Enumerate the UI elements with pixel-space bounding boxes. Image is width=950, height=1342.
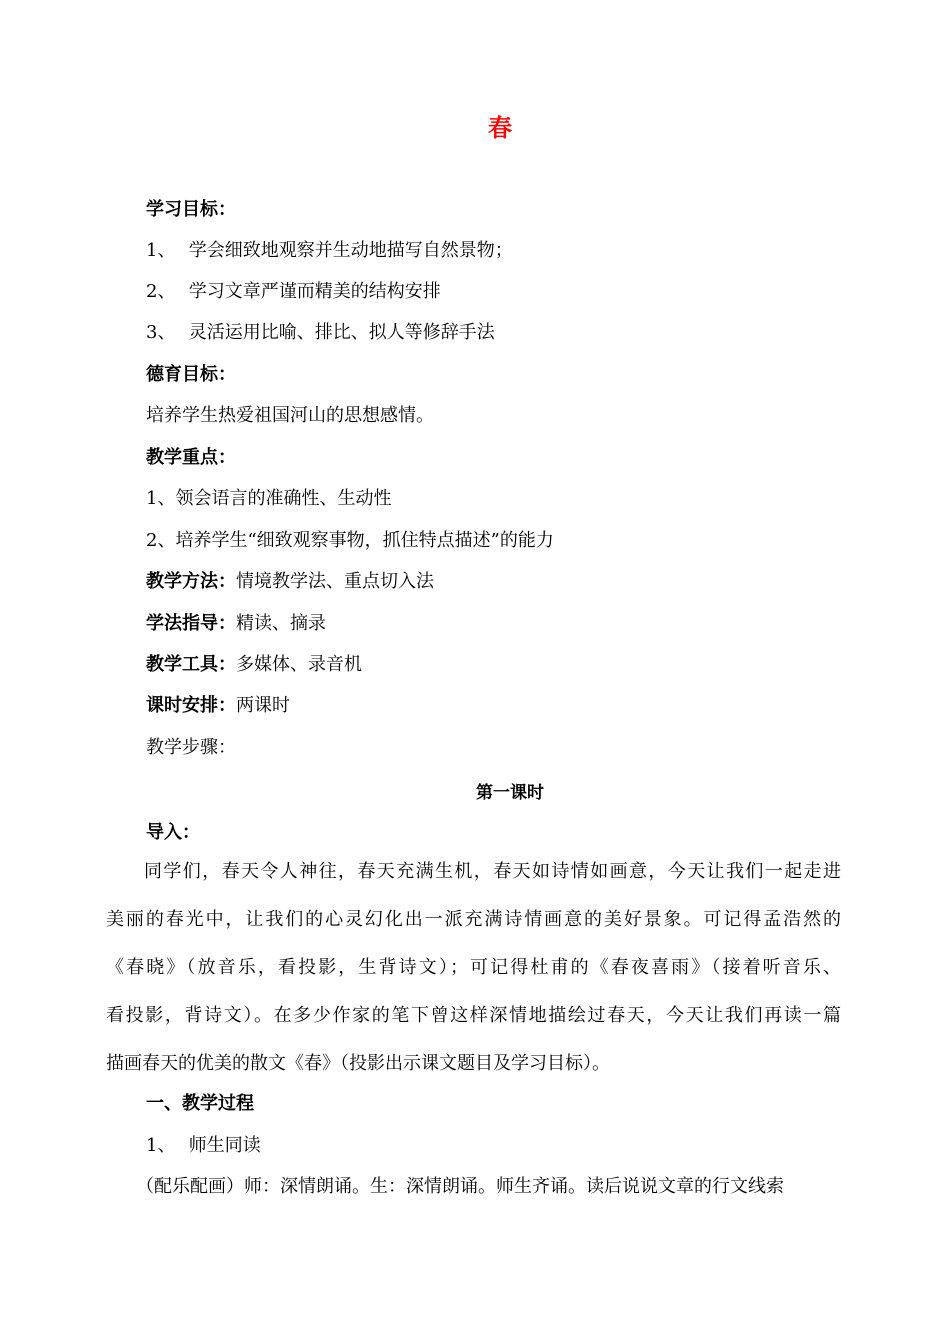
goal-item-3-text: 灵活运用比喻、排比、拟人等修辞手法 [188,322,495,343]
goal-item-2-number: 2、 [146,281,176,302]
moral-goals-heading: 德育目标： [146,364,236,385]
study-guide-line [146,611,326,637]
learning-goals-heading: 学习目标： [146,199,236,220]
intro-line-1: 同学们，春天令人神往，春天充满生机，春天如诗情如画意，今天让我们一起走进 [144,861,841,882]
goal-item-2-text: 学习文章严谨而精美的结构安排 [188,281,441,302]
intro-line-4: 看投影，背诗文）。在多少作家的笔下曾这样深情地描绘过春天，今天让我们再读一篇 [106,1005,841,1026]
teaching-process-heading: 一、教学过程 [146,1093,254,1114]
process-step-1-number: 1、 [146,1135,176,1156]
schedule-line [146,693,290,719]
intro-line-3: 《春晓》（放音乐，看投影，生背诗文）；可记得杜甫的《春夜喜雨》（接着听音乐、 [106,957,841,978]
teaching-tools-label: 教学工具： [146,654,236,675]
lesson-one-heading: 第一课时 [476,783,544,803]
goal-item-1 [146,238,513,264]
teaching-method-value: 情境教学法、重点切入法 [236,571,434,592]
teaching-tools-line [146,652,362,678]
goal-item-1-text: 学会细致地观察并生动地描写自然景物； [188,240,513,261]
process-step-1-description: （配乐配画）师：深情朗诵。生：深情朗诵。师生齐诵。读后说说文章的行文线索 [136,1176,784,1197]
teaching-method-line [146,569,434,595]
intro-line-5: 描画春天的优美的散文《春》（投影出示课文题目及学习目标）。 [106,1053,610,1074]
process-step-1 [146,1133,261,1159]
moral-goal-text: 培养学生热爱祖国河山的思想感情。 [146,405,434,426]
process-step-1-text: 师生同读 [188,1135,261,1156]
study-guide-value: 精读、摘录 [236,613,326,634]
teaching-method-label: 教学方法： [146,571,236,592]
focus-item-2: 2、培养学生“细致观察事物，抓住特点描述”的能力 [146,530,554,551]
schedule-value: 两课时 [236,695,290,716]
teaching-steps-label: 教学步骤： [146,737,236,758]
goal-item-1-number: 1、 [146,240,176,261]
goal-item-3 [146,320,495,346]
intro-paragraph-cont [106,896,841,1088]
focus-item-1: 1、领会语言的准确性、生动性 [146,488,392,509]
intro-heading: 导入： [146,822,200,843]
schedule-label: 课时安排： [146,695,236,716]
teaching-tools-value: 多媒体、录音机 [236,654,362,675]
teaching-focus-heading: 教学重点： [146,447,236,468]
intro-paragraph [106,848,841,896]
study-guide-label: 学法指导： [146,613,236,634]
goal-item-2 [146,279,441,305]
document-title: 春 [488,114,512,142]
goal-item-3-number: 3、 [146,322,176,343]
intro-line-2: 美丽的春光中，让我们的心灵幻化出一派充满诗情画意的美好景象。可记得孟浩然的 [106,909,841,930]
